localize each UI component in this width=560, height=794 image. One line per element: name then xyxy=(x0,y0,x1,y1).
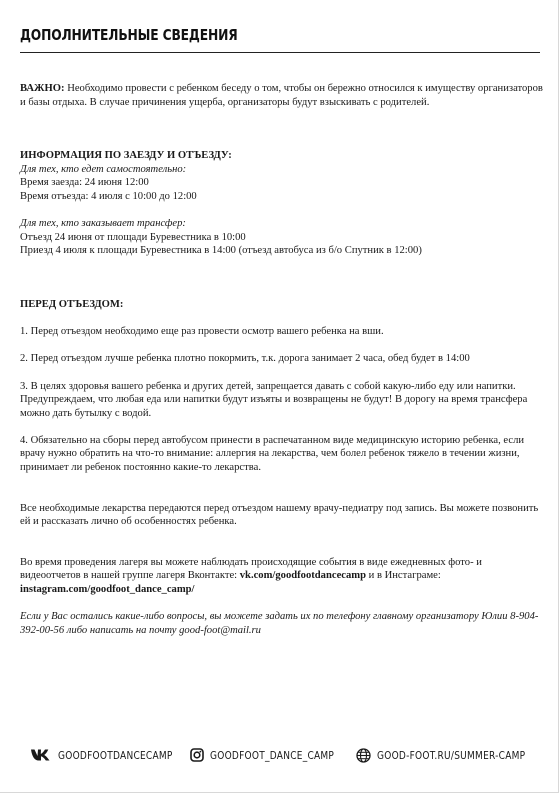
instagram-icon xyxy=(190,748,204,762)
important-label: ВАЖНО: xyxy=(20,83,65,94)
transfer-label: Для тех, кто заказывает трансфер: xyxy=(20,218,186,230)
footer-instagram[interactable] xyxy=(190,748,361,762)
vk-icon xyxy=(30,748,52,762)
transfer-arrival: Приезд 4 июля к площади Буревестника в 14:00 (отъезд автобуса из б/о Спутник в 12:00) xyxy=(20,245,422,257)
before-departure-item-1: 1. Перед отъездом необходимо еще раз провести осмотр вашего ребенка на вши. xyxy=(20,326,384,338)
footer xyxy=(0,748,560,772)
contact-note: Если у Вас остались какие-либо вопросы, вы можете задать их по телефону главному организатору Юлии 8-904-392-00-56 либо написать на почту good-foot@mail.ru xyxy=(20,611,539,636)
footer-vk[interactable] xyxy=(30,748,198,762)
page-title: ДОПОЛНИТЕЛЬНЫЕ СВЕДЕНИЯ xyxy=(20,26,238,44)
important-paragraph xyxy=(20,82,544,109)
globe-icon xyxy=(356,748,371,763)
social-text-before: Во время проведения лагеря вы можете наблюдать происходящие события в виде ежедневных фото- и видеоотчетов в нашей группе лагеря Вконтакте: xyxy=(20,556,482,582)
important-text: Необходимо провести с ребенком беседу о том, чтобы он бережно относился к имуществу организаторов и базы отдыха. В случае причинения ущерба, организаторы будут взыскивать с родителей. xyxy=(20,83,543,108)
arrival-heading: ИНФОРМАЦИЯ ПО ЗАЕЗДУ И ОТЪЕЗДУ: xyxy=(20,150,232,162)
instagram-link[interactable]: instagram.com/goodfoot_dance_camp/ xyxy=(20,584,195,596)
footer-site[interactable] xyxy=(356,748,558,763)
page-header xyxy=(20,26,540,44)
medicine-note: Все необходимые лекарства передаются перед отъездом нашему врачу-педиатру под запись. Вы можете позвонить ей и рассказать лично об особенностях ребенка. xyxy=(20,502,539,528)
footer-instagram-text: GOODFOOT_DANCE_CAMP xyxy=(210,748,335,762)
social-text-middle: и в Инстаграме: xyxy=(366,570,441,582)
self-arrival-label: Для тех, кто едет самостоятельно: xyxy=(20,163,187,175)
transfer-departure: Отъезд 24 июня от площади Буревестника в 10:00 xyxy=(20,231,246,243)
self-departure-time: Время отъезда: 4 июля с 10:00 до 12:00 xyxy=(20,190,197,202)
before-departure-heading: ПЕРЕД ОТЪЕЗДОМ: xyxy=(20,298,124,310)
before-departure-item-2: 2. Перед отъездом лучше ребенка плотно покормить, т.к. дорога занимает 2 часа, обед будет в 14:00 xyxy=(20,353,470,365)
footer-site-text: GOOD-FOOT.RU/SUMMER-CAMP xyxy=(377,749,526,762)
header-divider xyxy=(20,52,540,53)
footer-vk-text: GOODFOOTDANCECAMP xyxy=(58,748,173,762)
vk-link[interactable]: vk.com/goodfootdancecamp xyxy=(239,570,366,582)
before-departure-item-4: 4. Обязательно на сборы перед автобусом принести в распечатанном виде медицинскую историю ребенка, если врачу нужно обратить на что-то внимание: аллергия на лекарства, чем болел ребенок тяжело в течении жизни, принимает ли ребенок постоянно какие-то лекарства. xyxy=(20,434,525,474)
social-paragraph xyxy=(20,556,544,597)
before-departure-item-3: 3. В целях здоровья вашего ребенка и других детей, запрещается давать с собой какую-либо еду или напитки. Предупреждаем, что любая еда или напитки будут изъяты и возвращены не будут! В дорогу на время трансфера можно дать бутылку с водой. xyxy=(20,380,528,419)
self-arrival-time: Время заезда: 24 июня 12:00 xyxy=(20,177,149,189)
document-body xyxy=(20,82,544,637)
